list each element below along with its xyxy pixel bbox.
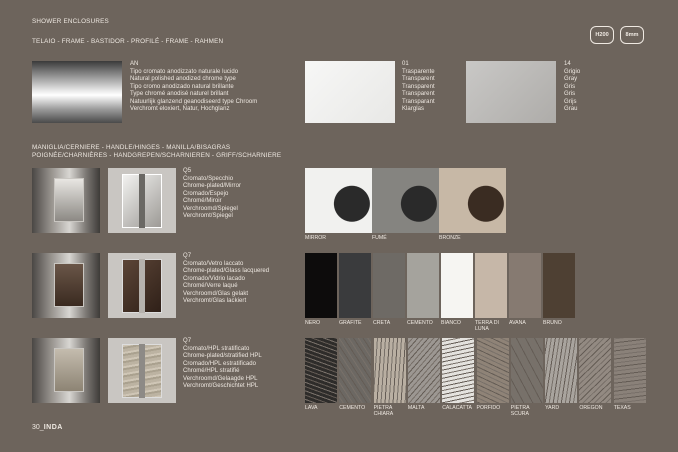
handle-q5-description	[183, 168, 241, 221]
handle-q7-glass-description	[183, 253, 269, 306]
handle-line: Verchroomd/Spiegel	[183, 205, 238, 212]
swatch-label: PORFIDO	[476, 405, 501, 411]
swatch-label: BRUNO	[543, 320, 562, 326]
thickness-badge: 8mm	[620, 26, 644, 44]
glass-line: Transparant	[402, 98, 435, 105]
handle-line: Cromado/HPL estratificado	[183, 360, 257, 367]
glass-line: Transparent	[402, 83, 435, 90]
swatch-oregon	[579, 338, 611, 403]
glass-gray-description	[564, 61, 580, 114]
handles-title-line2: POIGNÉE/CHARNIÈRES - HANDGREPEN/SCHARNIEREN - GRIFF/SCHARNIERE	[32, 152, 282, 159]
frame-line: Natuurlijk glanzend geanodiseerd type Chroom	[130, 98, 258, 105]
glass-gray-swatch	[466, 61, 556, 123]
handle-line: Cromato/Vetro laccato	[183, 260, 244, 267]
handle-line: Cromato/Specchio	[183, 175, 234, 182]
glass-line: Gris	[564, 83, 576, 90]
swatch-label: BRONZE	[439, 235, 461, 241]
frame-line: Type chromé anodisé naturel brillant	[130, 91, 229, 97]
glass-code: 14	[564, 61, 571, 67]
swatch-avana	[509, 253, 541, 318]
swatch-label: PIETRA SCURA	[510, 405, 530, 418]
handle-line: Cromado/Espejo	[183, 190, 229, 197]
swatch-label: OREGON	[579, 405, 603, 411]
frame-line: Tipo cromo anodizado natural brillante	[130, 83, 234, 90]
swatch-bruno	[543, 253, 575, 318]
handle-line: Verchromt/Glas lackiert	[183, 298, 247, 304]
swatch-label: YARD	[545, 405, 560, 411]
handles-title-line1: MANIGLIA/CERNIERE - HANDLE/HINGES - MANILLA/BISAGRAS	[32, 144, 231, 151]
frame-description	[130, 61, 257, 114]
swatch-label: AVANA	[509, 320, 526, 326]
handle-q5-front-photo	[108, 168, 176, 233]
handle-line: Chromé/Verre laqué	[183, 283, 238, 289]
swatch-mirror	[305, 168, 372, 233]
handle-line: Chrome-plated/stratified HPL	[183, 353, 262, 359]
swatch-porfido	[477, 338, 509, 403]
glass-line: Gris	[564, 91, 576, 97]
glass-line: Trasparente	[402, 68, 435, 75]
swatch-label: CEMENTO	[407, 320, 433, 326]
handle-line: Chrome-plated/Mirror	[183, 183, 242, 189]
handle-code: Q5	[183, 168, 192, 174]
handle-line: Verchroomd/Glas gelakt	[183, 290, 249, 297]
handle-line: Verchromt/Spiegel	[183, 213, 233, 219]
swatch-lava	[305, 338, 337, 403]
swatch-label: BIANCO	[441, 320, 461, 326]
handle-line: Cromato/HPL stratificato	[183, 345, 250, 352]
handle-q7-hpl-side-photo	[32, 338, 100, 403]
swatch-label: PIETRA CHIARA	[373, 405, 394, 418]
swatch-label: FUMÉ	[372, 235, 387, 241]
frame-line: Tipo cromato anodizzato naturale lucido	[130, 68, 239, 75]
handle-line: Chromé/HPL stratifié	[183, 368, 240, 374]
glass-line: Grau	[564, 106, 578, 112]
swatch-label: TERRA DI LUNA	[475, 320, 499, 333]
swatch-texas	[614, 338, 646, 403]
frame-line: Verchromt eloxiert, Natur, Hochglanz	[130, 106, 230, 112]
page-footer	[32, 424, 63, 431]
swatch-label: CEMENTO	[339, 405, 366, 411]
swatch-label: CRETA	[373, 320, 391, 326]
swatch-bianco	[441, 253, 473, 318]
swatch-terra-di-luna	[475, 253, 507, 318]
height-badge: H200	[590, 26, 614, 44]
glass-line: Gray	[564, 76, 578, 82]
handle-code: Q7	[183, 253, 192, 259]
swatch-cemento	[407, 253, 439, 318]
handle-line: Chromé/Miroir	[183, 198, 222, 204]
frame-subtitle: TELAIO - FRAME - BASTIDOR - PROFILÉ - FRAME - RAHMEN	[32, 38, 224, 45]
page-number: 30_	[32, 424, 44, 431]
swatch-label: MIRROR	[305, 235, 327, 241]
glass-clear-description	[402, 61, 435, 114]
swatch-label: TEXAS	[613, 405, 631, 411]
handle-line: Cromado/Vidrio lacado	[183, 275, 245, 282]
frame-code: AN	[130, 61, 139, 67]
glass-line: Transparent	[402, 91, 435, 97]
swatch-malta	[408, 338, 440, 403]
swatch-label: CALACATTA	[442, 405, 472, 411]
swatch-calacatta	[442, 338, 474, 403]
glass-line: Grigio	[564, 68, 581, 75]
swatch-nero	[305, 253, 337, 318]
swatch-creta	[373, 253, 405, 318]
handle-q7-hpl-description	[183, 338, 262, 391]
swatch-fume	[372, 168, 439, 233]
glass-line: Klarglas	[402, 106, 425, 112]
brand-name: INDA	[43, 424, 63, 431]
swatch-label: LAVA	[305, 405, 318, 411]
handle-code: Q7	[183, 338, 192, 344]
handle-q7-glass-front-photo	[108, 253, 176, 318]
glass-line: Grijs	[564, 98, 577, 105]
swatch-bronze	[439, 168, 506, 233]
swatch-pietra-chiara	[374, 338, 406, 403]
swatch-cemento	[339, 338, 371, 403]
glass-code: 01	[402, 61, 409, 67]
handle-line: Verchromt/Geschichtet HPL	[183, 383, 259, 389]
handle-line: Chrome-plated/Glass lacquered	[183, 268, 270, 274]
handle-line: Verchroomd/Gelaagde HPL	[183, 375, 258, 382]
glass-line: Transparent	[402, 76, 435, 82]
frame-line: Natural polished anodized chrome type	[130, 76, 236, 82]
swatch-label: MALTA	[407, 405, 425, 411]
frame-finish-image	[32, 61, 122, 123]
handle-q7-glass-side-photo	[32, 253, 100, 318]
swatch-label: NERO	[305, 320, 320, 326]
swatch-yard	[545, 338, 577, 403]
section-title: SHOWER ENCLOSURES	[32, 18, 109, 25]
swatch-pietra-scura	[511, 338, 543, 403]
handle-q5-side-photo	[32, 168, 100, 233]
swatch-grafite	[339, 253, 371, 318]
glass-clear-swatch	[305, 61, 395, 123]
swatch-label: GRAFITE	[339, 320, 362, 326]
handle-q7-hpl-front-photo	[108, 338, 176, 403]
